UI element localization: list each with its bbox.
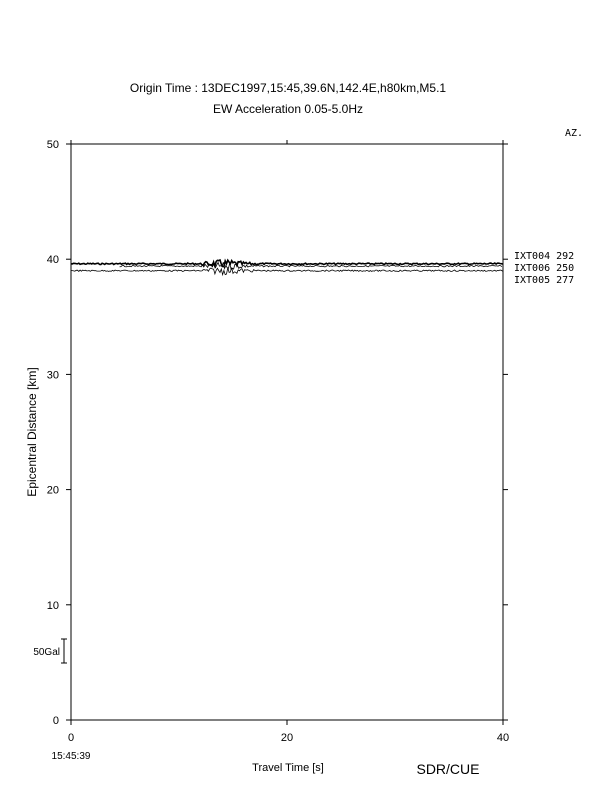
scale-bar — [33, 639, 67, 663]
x-tick-label-20: 20 — [280, 732, 294, 744]
station-label-ixt004: IXT004 292 — [514, 251, 575, 262]
y-tick-label-30: 30 — [46, 369, 59, 382]
y-tick-label-0: 0 — [52, 715, 59, 727]
y-tick-label-40: 40 — [46, 254, 59, 267]
chart-subtitle: EW Acceleration 0.05-5.0Hz — [212, 102, 364, 116]
station-label-ixt006: IXT006 250 — [514, 263, 575, 274]
station-labels-group — [514, 251, 574, 286]
plot-frame — [71, 144, 503, 720]
y-tick-label-50: 50 — [46, 139, 59, 151]
x-tick-label-40: 40 — [496, 732, 510, 744]
station-label-ixt005: IXT005 277 — [514, 275, 575, 286]
y-tick-label-10: 10 — [46, 599, 59, 612]
x-tick-label-0: 0 — [67, 732, 75, 744]
azimuth-header: AZ. — [564, 128, 583, 139]
traces-group — [71, 260, 503, 275]
scale-bar-label: 50Gal — [33, 647, 60, 658]
trace-ixt005 — [71, 268, 503, 275]
x-axis-label: Travel Time [s] — [252, 762, 324, 774]
y-axis — [47, 139, 508, 727]
start-time-label: 15:45:39 — [51, 751, 91, 762]
y-tick-label-20: 20 — [46, 484, 59, 497]
x-axis — [68, 140, 509, 744]
footer-label: SDR/CUE — [416, 761, 480, 777]
chart-title: Origin Time : 13DEC1997,15:45,39.6N,142.4E,h80km,M5.1 — [129, 81, 447, 95]
y-axis-label: Epicentral Distance [km] — [25, 367, 39, 497]
